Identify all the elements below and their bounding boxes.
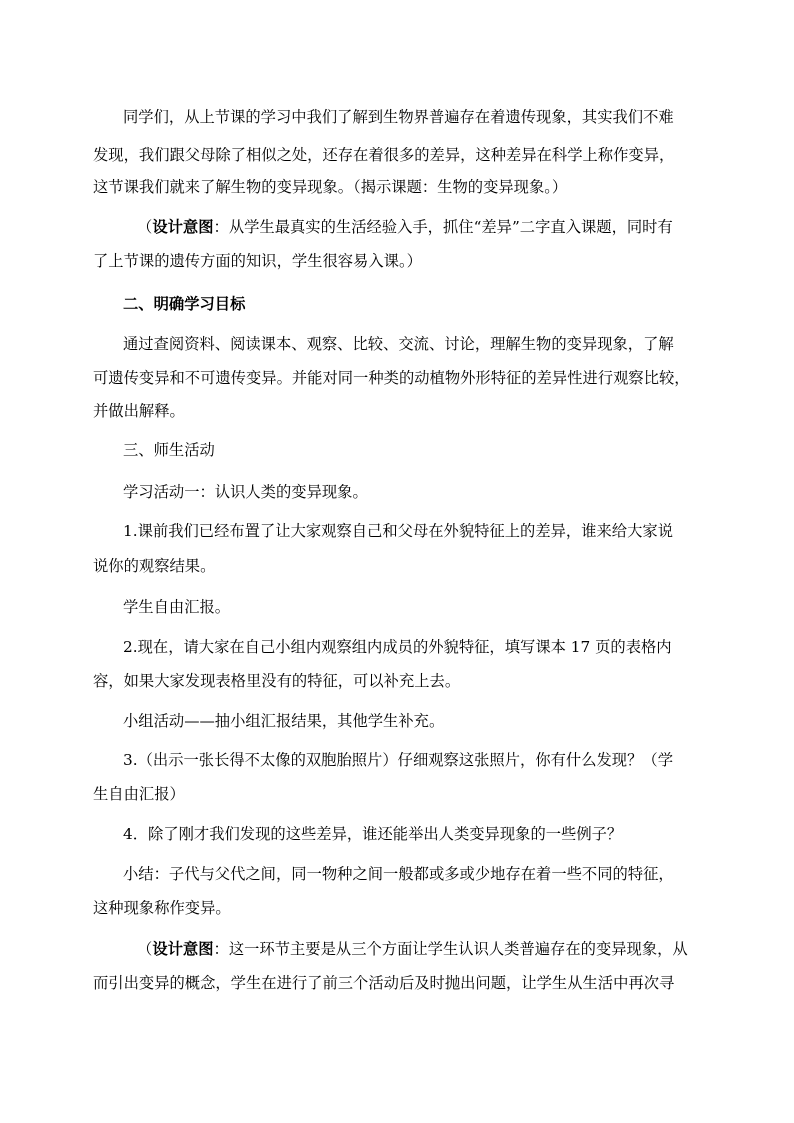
design-intent-label: 设计意图 <box>152 940 214 958</box>
paragraph-goals-line-3: 并做出解释。 <box>93 402 185 420</box>
student-report-1: 学生自由汇报。 <box>123 598 231 616</box>
paragraph-intro-line-2: 发现，我们跟父母除了相似之处，还存在着很多的差异，这种差异在科学上称作变异， <box>93 146 675 164</box>
item-1-line-2: 说你的观察结果。 <box>93 557 216 575</box>
item-2-line-2: 容，如果大家发现表格里没有的特征，可以补充上去。 <box>93 672 461 690</box>
summary-line-1: 小结：子代与父代之间，同一物种之间一般都或多或少地存在着一些不同的特征， <box>123 865 674 883</box>
paragraph-intro-line-1: 同学们，从上节课的学习中我们了解到生物界普遍存在着遗传现象，其实我们不难 <box>123 108 674 126</box>
design-intent-1-line-2: 了上节课的遗传方面的知识，学生很容易入课。） <box>93 252 422 270</box>
design-intent-open-paren: （ <box>137 218 153 236</box>
paragraph-goals-line-1: 通过查阅资料、阅读课本、观察、比较、交流、讨论，理解生物的变异现象，了解 <box>123 335 674 353</box>
paragraph-intro-line-3: 这节课我们就来了解生物的变异现象。（揭示课题：生物的变异现象。） <box>93 178 568 196</box>
design-intent-text: ：这一环节主要是从三个方面让学生认识人类普遍存在的变异现象，从 <box>213 940 688 958</box>
paragraph-goals-line-2: 可遗传变异和不可遗传变异。并能对同一种类的动植物外形特征的差异性进行观察比较， <box>93 369 690 387</box>
design-intent-2-line-2: 而引出变异的概念，学生在进行了前三个活动后及时抛出问题，让学生从生活中再次寻 <box>93 974 675 992</box>
item-2-line-1: 2.现在，请大家在自己小组内观察组内成员的外貌特征，填写课本 17 页的表格内 <box>123 638 672 656</box>
design-intent-open-paren: （ <box>137 940 153 958</box>
section-heading-learning-goals: 二、明确学习目标 <box>123 295 246 313</box>
design-intent-text: ：从学生最真实的生活经验入手，抓住“差异”二字直入课题，同时有 <box>213 218 673 236</box>
activity-one-title: 学习活动一：认识人类的变异现象。 <box>123 483 368 501</box>
design-intent-2-line-1 <box>137 938 688 960</box>
design-intent-1-line-1 <box>137 216 673 238</box>
section-heading-activities: 三、师生活动 <box>123 441 215 459</box>
item-1-line-1: 1.课前我们已经布置了让大家观察自己和父母在外貌特征上的差异，谁来给大家说 <box>123 522 673 540</box>
group-activity: 小组活动——抽小组汇报结果，其他学生补充。 <box>123 712 445 730</box>
item-3-line-2: 生自由汇报） <box>93 785 185 803</box>
item-3-line-1: 3.（出示一张长得不太像的双胞胎照片）仔细观察这张照片，你有什么发现？（学 <box>123 751 673 769</box>
summary-line-2: 这种现象称作变异。 <box>93 899 231 917</box>
design-intent-label: 设计意图 <box>152 218 214 236</box>
item-4: 4．除了刚才我们发现的这些差异，谁还能举出人类变异现象的一些例子？ <box>123 825 623 843</box>
